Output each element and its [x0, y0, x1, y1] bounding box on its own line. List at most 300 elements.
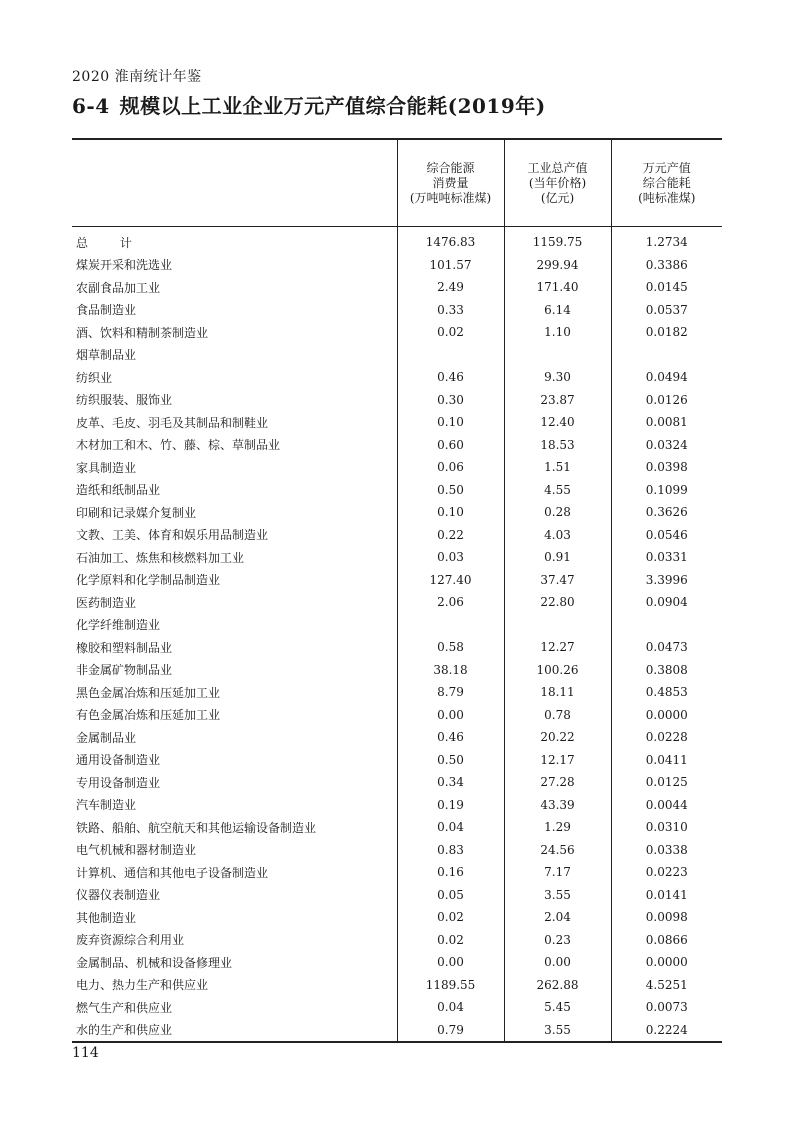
- energy-consumption-cell: [397, 501, 504, 524]
- gross-output-cell-text: 1.51: [544, 460, 571, 475]
- energy-consumption-cell: [397, 906, 504, 929]
- table-row: [72, 614, 722, 637]
- energy-consumption-cell-text: 127.40: [429, 572, 472, 587]
- energy-consumption-cell-text: 1189.55: [425, 977, 476, 992]
- energy-consumption-cell: [397, 659, 504, 682]
- table-row: [72, 389, 722, 412]
- energy-intensity-cell: [611, 929, 722, 952]
- table-row: [72, 884, 722, 907]
- energy-consumption-cell-text: 0.10: [437, 415, 464, 430]
- industry-name-cell-text: 医药制造业: [76, 595, 137, 610]
- gross-output-cell: [504, 501, 611, 524]
- energy-consumption-cell: [397, 389, 504, 412]
- gross-output-cell: [504, 254, 611, 277]
- table-row: [72, 996, 722, 1019]
- energy-intensity-cell-text: 0.0331: [645, 550, 688, 565]
- header-line: 综合能耗: [642, 175, 691, 190]
- table-header-row: [72, 139, 722, 227]
- energy-intensity-cell-text: 0.1099: [645, 482, 688, 497]
- industry-name-cell-text: 燃气生产和供应业: [76, 1000, 173, 1015]
- gross-output-cell: [504, 884, 611, 907]
- energy-intensity-cell: [611, 254, 722, 277]
- industry-name-cell: [72, 884, 397, 907]
- industry-name-cell: [72, 299, 397, 322]
- gross-output-cell: [504, 227, 611, 254]
- energy-consumption-cell-text: 0.33: [437, 302, 464, 317]
- industry-name-cell-text: 农副食品加工业: [76, 280, 161, 295]
- gross-output-cell-text: 18.11: [540, 685, 575, 700]
- industry-name-cell: [72, 906, 397, 929]
- industry-name-cell-text: 印刷和记录媒介复制业: [76, 505, 197, 520]
- gross-output-cell: [504, 681, 611, 704]
- energy-intensity-cell: [611, 749, 722, 772]
- industry-name-cell: [72, 726, 397, 749]
- gross-output-cell-text: 6.14: [544, 302, 571, 317]
- gross-output-cell-text: 9.30: [544, 370, 571, 385]
- industry-name-cell-text: 仪器仪表制造业: [76, 888, 161, 903]
- industry-name-cell: [72, 524, 397, 547]
- energy-intensity-cell-text: 0.0904: [645, 595, 688, 610]
- industry-name-cell-text: 食品制造业: [76, 303, 137, 318]
- industry-name-cell-text: 纺织业: [76, 370, 113, 385]
- industry-name-cell-text: 化学纤维制造业: [76, 618, 161, 633]
- energy-consumption-cell-text: 0.00: [437, 955, 464, 970]
- energy-intensity-cell: [611, 321, 722, 344]
- energy-consumption-cell: [397, 861, 504, 884]
- industry-name-cell-text: 金属制品、机械和设备修理业: [76, 955, 233, 970]
- gross-output-cell: [504, 951, 611, 974]
- energy-intensity-cell-text: 0.0338: [645, 842, 688, 857]
- industry-name-cell: [72, 1019, 397, 1043]
- energy-consumption-cell: [397, 749, 504, 772]
- gross-output-cell: [504, 794, 611, 817]
- industry-name-cell-text: 通用设备制造业: [76, 753, 161, 768]
- industry-name-cell-text: 其他制造业: [76, 910, 137, 925]
- table-row: [72, 794, 722, 817]
- energy-intensity-cell: [611, 839, 722, 862]
- energy-consumption-table: [72, 138, 722, 1043]
- energy-intensity-cell-text: 0.0546: [645, 527, 688, 542]
- energy-consumption-cell: [397, 254, 504, 277]
- table-row: [72, 569, 722, 592]
- energy-intensity-cell-text: 0.0866: [645, 932, 688, 947]
- energy-intensity-cell-text: 0.0398: [645, 460, 688, 475]
- table-row: [72, 906, 722, 929]
- header-line: (亿元): [540, 190, 575, 205]
- energy-consumption-cell: [397, 929, 504, 952]
- industry-name-cell: [72, 411, 397, 434]
- energy-consumption-cell-text: 0.16: [437, 865, 464, 880]
- energy-consumption-cell: [397, 321, 504, 344]
- gross-output-cell-text: 4.55: [544, 482, 571, 497]
- energy-intensity-cell-text: 0.0537: [645, 302, 688, 317]
- energy-intensity-cell-text: 1.2734: [645, 235, 688, 250]
- industry-name-cell-text: 木材加工和木、竹、藤、棕、草制品业: [76, 438, 281, 453]
- industry-name-cell: [72, 929, 397, 952]
- gross-output-cell-text: 3.55: [544, 887, 571, 902]
- energy-intensity-cell-text: 0.0000: [645, 955, 688, 970]
- energy-intensity-cell-text: 4.5251: [645, 977, 688, 992]
- energy-intensity-cell: [611, 704, 722, 727]
- energy-consumption-cell-text: 0.04: [437, 820, 464, 835]
- energy-intensity-cell: [611, 884, 722, 907]
- energy-intensity-cell: [611, 411, 722, 434]
- energy-consumption-cell-text: 0.79: [437, 1022, 464, 1037]
- energy-intensity-cell: [611, 816, 722, 839]
- table-row: [72, 479, 722, 502]
- energy-intensity-cell-text: 0.3626: [645, 505, 688, 520]
- gross-output-cell-text: 7.17: [544, 865, 571, 880]
- energy-consumption-cell-text: 0.02: [437, 910, 464, 925]
- energy-consumption-cell-text: 0.30: [437, 392, 464, 407]
- gross-output-cell: [504, 816, 611, 839]
- industry-name-cell-text: 橡胶和塑料制品业: [76, 640, 173, 655]
- industry-name-cell-text: 汽车制造业: [76, 798, 137, 813]
- industry-name-cell: [72, 366, 397, 389]
- energy-intensity-cell: [611, 366, 722, 389]
- industry-name-cell: [72, 816, 397, 839]
- industry-name-cell: [72, 839, 397, 862]
- industry-name-cell: [72, 794, 397, 817]
- energy-consumption-cell-text: 0.50: [437, 482, 464, 497]
- industry-name-cell: [72, 614, 397, 637]
- industry-name-cell: [72, 996, 397, 1019]
- energy-consumption-cell: [397, 456, 504, 479]
- gross-output-cell-text: 18.53: [540, 437, 575, 452]
- industry-name-cell-text: 造纸和纸制品业: [76, 483, 161, 498]
- industry-name-cell: [72, 389, 397, 412]
- gross-output-cell: [504, 456, 611, 479]
- gross-output-cell-text: 3.55: [544, 1022, 571, 1037]
- energy-intensity-cell: [611, 569, 722, 592]
- energy-consumption-cell-text: 0.00: [437, 707, 464, 722]
- energy-consumption-cell: [397, 479, 504, 502]
- energy-consumption-cell: [397, 299, 504, 322]
- energy-intensity-cell-text: 0.0324: [645, 437, 688, 452]
- energy-consumption-cell-text: 38.18: [433, 662, 468, 677]
- industry-name-cell: [72, 254, 397, 277]
- header-line: (万吨吨标准煤): [409, 190, 492, 205]
- gross-output-cell: [504, 344, 611, 367]
- energy-intensity-cell: [611, 861, 722, 884]
- gross-output-cell-text: 0.23: [544, 932, 571, 947]
- energy-intensity-cell-text: 0.0098: [645, 910, 688, 925]
- industry-name-cell: [72, 344, 397, 367]
- table-row: [72, 366, 722, 389]
- energy-consumption-cell-text: 8.79: [437, 685, 464, 700]
- energy-intensity-cell-text: 0.0223: [645, 865, 688, 880]
- gross-output-cell: [504, 906, 611, 929]
- energy-intensity-cell: [611, 299, 722, 322]
- industry-name-cell: [72, 636, 397, 659]
- energy-intensity-cell: [611, 614, 722, 637]
- gross-output-cell-text: 1159.75: [532, 235, 583, 250]
- gross-output-cell: [504, 659, 611, 682]
- gross-output-cell: [504, 974, 611, 997]
- industry-name-cell-text: 计算机、通信和其他电子设备制造业: [76, 865, 269, 880]
- industry-name-cell-text: 化学原料和化学制品制造业: [76, 573, 221, 588]
- energy-intensity-cell: [611, 659, 722, 682]
- gross-output-cell-text: 12.40: [540, 415, 575, 430]
- energy-consumption-cell: [397, 974, 504, 997]
- table-row: [72, 344, 722, 367]
- energy-intensity-cell: [611, 227, 722, 254]
- gross-output-cell: [504, 569, 611, 592]
- gross-output-cell-text: 37.47: [540, 572, 575, 587]
- industry-name-cell: [72, 546, 397, 569]
- gross-output-cell: [504, 411, 611, 434]
- energy-intensity-cell: [611, 996, 722, 1019]
- energy-consumption-cell: [397, 884, 504, 907]
- energy-consumption-cell-text: 0.19: [437, 797, 464, 812]
- industry-name-cell: [72, 456, 397, 479]
- gross-output-cell: [504, 276, 611, 299]
- industry-name-cell: [72, 591, 397, 614]
- energy-intensity-cell: [611, 771, 722, 794]
- table-row: [72, 726, 722, 749]
- industry-name-cell-text: 电力、热力生产和供应业: [76, 978, 209, 993]
- energy-consumption-cell-text: 0.50: [437, 752, 464, 767]
- industry-name-cell-text: 石油加工、炼焦和核燃料加工业: [76, 550, 245, 565]
- gross-output-cell-text: 0.91: [544, 550, 571, 565]
- energy-intensity-cell-text: 0.0473: [645, 640, 688, 655]
- gross-output-cell-text: 43.39: [540, 797, 575, 812]
- running-head: 2020 淮南统计年鉴: [72, 69, 202, 85]
- gross-output-cell-text: 4.03: [544, 527, 571, 542]
- total-row: [72, 227, 722, 254]
- gross-output-cell: [504, 636, 611, 659]
- industry-name-cell: [72, 771, 397, 794]
- energy-intensity-cell-text: 0.0044: [645, 797, 688, 812]
- table-row: [72, 659, 722, 682]
- energy-consumption-cell: [397, 636, 504, 659]
- gross-output-cell: [504, 704, 611, 727]
- table-number: 6-4: [72, 94, 110, 118]
- gross-output-cell-text: 27.28: [540, 775, 575, 790]
- energy-intensity-cell: [611, 546, 722, 569]
- energy-intensity-cell: [611, 276, 722, 299]
- energy-intensity-cell: [611, 726, 722, 749]
- energy-intensity-cell-text: 0.0411: [645, 752, 688, 767]
- gross-output-cell-text: 1.29: [544, 820, 571, 835]
- energy-consumption-cell-text: 0.05: [437, 887, 464, 902]
- industry-name-cell-text: 酒、饮料和精制茶制造业: [76, 325, 209, 340]
- energy-consumption-cell: [397, 366, 504, 389]
- table-row: [72, 591, 722, 614]
- gross-output-cell: [504, 771, 611, 794]
- energy-consumption-cell-text: 0.02: [437, 325, 464, 340]
- energy-consumption-cell: [397, 411, 504, 434]
- industry-name-cell: [72, 861, 397, 884]
- table-row: [72, 974, 722, 997]
- header-energy-intensity: [611, 139, 722, 227]
- energy-intensity-cell-text: 0.0141: [645, 887, 688, 902]
- industry-name-cell-text: 水的生产和供应业: [76, 1023, 173, 1038]
- energy-consumption-cell: [397, 546, 504, 569]
- energy-consumption-cell: [397, 794, 504, 817]
- energy-intensity-cell: [611, 974, 722, 997]
- header-line: 工业总产值: [527, 160, 588, 175]
- energy-intensity-cell-text: 0.0125: [645, 775, 688, 790]
- industry-name-cell-text: 文教、工美、体育和娱乐用品制造业: [76, 528, 269, 543]
- table-row: [72, 456, 722, 479]
- energy-intensity-cell: [611, 591, 722, 614]
- energy-consumption-cell: [397, 704, 504, 727]
- energy-intensity-cell-text: 0.3386: [645, 257, 688, 272]
- table-row: [72, 861, 722, 884]
- energy-consumption-cell: [397, 816, 504, 839]
- gross-output-cell-text: 24.56: [540, 842, 575, 857]
- energy-consumption-cell-text: 2.49: [437, 280, 464, 295]
- industry-name-cell-text: 有色金属冶炼和压延加工业: [76, 708, 221, 723]
- energy-intensity-cell: [611, 636, 722, 659]
- industry-name-cell: [72, 501, 397, 524]
- industry-name-cell: [72, 659, 397, 682]
- energy-consumption-cell-text: 0.46: [437, 730, 464, 745]
- industry-name-cell-text: 皮革、毛皮、羽毛及其制品和制鞋业: [76, 415, 269, 430]
- industry-name-cell: [72, 434, 397, 457]
- table-row: [72, 546, 722, 569]
- industry-name-cell: [72, 479, 397, 502]
- industry-name-cell-text: 金属制品业: [76, 730, 137, 745]
- gross-output-cell-text: 23.87: [540, 392, 575, 407]
- energy-consumption-cell-text: 0.04: [437, 1000, 464, 1015]
- gross-output-cell: [504, 861, 611, 884]
- table-row: [72, 1019, 722, 1043]
- industry-name-cell-text: 煤炭开采和洗选业: [76, 258, 173, 273]
- table-row: [72, 276, 722, 299]
- industry-name-cell: [72, 681, 397, 704]
- table-row: [72, 749, 722, 772]
- energy-intensity-cell-text: 0.0494: [645, 370, 688, 385]
- gross-output-cell-text: 100.26: [536, 662, 579, 677]
- energy-consumption-cell-text: 0.34: [437, 775, 464, 790]
- energy-intensity-cell-text: 0.0182: [645, 325, 688, 340]
- energy-consumption-cell-text: 101.57: [429, 257, 472, 272]
- industry-name-cell: [72, 974, 397, 997]
- industry-name-cell-text: 纺织服装、服饰业: [76, 393, 173, 408]
- gross-output-cell-text: 262.88: [536, 977, 579, 992]
- energy-consumption-cell: [397, 434, 504, 457]
- energy-consumption-cell-text: 0.06: [437, 460, 464, 475]
- table-title-block: [72, 90, 546, 119]
- gross-output-cell-text: 2.04: [544, 910, 571, 925]
- energy-intensity-cell: [611, 501, 722, 524]
- energy-intensity-cell-text: 3.3996: [645, 572, 688, 587]
- energy-consumption-cell-text: 2.06: [437, 595, 464, 610]
- energy-consumption-cell: [397, 344, 504, 367]
- table-row: [72, 501, 722, 524]
- industry-name-cell-text: 非金属矿物制品业: [76, 663, 173, 678]
- industry-name-cell-text: 铁路、船舶、航空航天和其他运输设备制造业: [76, 820, 317, 835]
- energy-intensity-cell-text: 0.0000: [645, 707, 688, 722]
- gross-output-cell: [504, 366, 611, 389]
- energy-consumption-cell-text: 0.03: [437, 550, 464, 565]
- table-row: [72, 434, 722, 457]
- energy-consumption-cell: [397, 524, 504, 547]
- energy-consumption-cell: [397, 839, 504, 862]
- energy-intensity-cell: [611, 524, 722, 547]
- energy-intensity-cell: [611, 344, 722, 367]
- header-gross-output: [504, 139, 611, 227]
- energy-intensity-cell: [611, 951, 722, 974]
- gross-output-cell: [504, 614, 611, 637]
- energy-consumption-cell-text: 0.83: [437, 842, 464, 857]
- energy-consumption-cell-text: 0.60: [437, 437, 464, 452]
- gross-output-cell: [504, 299, 611, 322]
- energy-consumption-cell-text: 0.46: [437, 370, 464, 385]
- energy-consumption-cell-text: 0.22: [437, 527, 464, 542]
- table-row: [72, 771, 722, 794]
- gross-output-cell-text: 20.22: [540, 730, 575, 745]
- industry-name-cell-text: 总 计: [76, 235, 146, 250]
- table-row: [72, 681, 722, 704]
- industry-name-cell-text: 家具制造业: [76, 460, 137, 475]
- energy-consumption-cell: [397, 569, 504, 592]
- gross-output-cell: [504, 726, 611, 749]
- energy-consumption-cell-text: 0.02: [437, 932, 464, 947]
- table-row: [72, 816, 722, 839]
- header-energy-consumption: [397, 139, 504, 227]
- table-body: [72, 227, 722, 1043]
- gross-output-cell: [504, 434, 611, 457]
- gross-output-cell-text: 0.78: [544, 707, 571, 722]
- gross-output-cell-text: 22.80: [540, 595, 575, 610]
- energy-consumption-cell: [397, 951, 504, 974]
- gross-output-cell-text: 12.17: [540, 752, 575, 767]
- page-number: 114: [72, 1045, 99, 1061]
- energy-consumption-cell: [397, 681, 504, 704]
- gross-output-cell: [504, 389, 611, 412]
- gross-output-cell: [504, 524, 611, 547]
- table-row: [72, 636, 722, 659]
- energy-intensity-cell: [611, 479, 722, 502]
- industry-name-cell-text: 废弃资源综合利用业: [76, 933, 185, 948]
- energy-consumption-cell: [397, 614, 504, 637]
- table-row: [72, 524, 722, 547]
- energy-intensity-cell-text: 0.0073: [645, 1000, 688, 1015]
- industry-name-cell: [72, 951, 397, 974]
- energy-consumption-cell-text: 1476.83: [425, 235, 476, 250]
- table-row: [72, 254, 722, 277]
- energy-intensity-cell-text: 0.3808: [645, 662, 688, 677]
- industry-name-cell-text: 电气机械和器材制造业: [76, 843, 197, 858]
- energy-consumption-cell: [397, 771, 504, 794]
- industry-name-cell: [72, 276, 397, 299]
- gross-output-cell-text: 5.45: [544, 1000, 571, 1015]
- energy-intensity-cell-text: 0.0145: [645, 280, 688, 295]
- industry-name-cell-text: 专用设备制造业: [76, 775, 161, 790]
- gross-output-cell-text: 0.00: [544, 955, 571, 970]
- energy-intensity-cell-text: 0.0126: [645, 392, 688, 407]
- industry-name-cell: [72, 569, 397, 592]
- header-line: 消费量: [432, 175, 469, 190]
- energy-intensity-cell: [611, 1019, 722, 1043]
- gross-output-cell: [504, 929, 611, 952]
- energy-intensity-cell-text: 0.2224: [645, 1022, 688, 1037]
- gross-output-cell: [504, 479, 611, 502]
- energy-intensity-cell: [611, 681, 722, 704]
- energy-consumption-cell: [397, 1019, 504, 1043]
- gross-output-cell: [504, 1019, 611, 1043]
- gross-output-cell: [504, 546, 611, 569]
- table-title: 规模以上工业企业万元产值综合能耗(2019年): [119, 94, 546, 118]
- gross-output-cell-text: 171.40: [536, 280, 579, 295]
- energy-consumption-cell: [397, 996, 504, 1019]
- industry-name-cell: [72, 704, 397, 727]
- gross-output-cell: [504, 839, 611, 862]
- energy-intensity-cell: [611, 906, 722, 929]
